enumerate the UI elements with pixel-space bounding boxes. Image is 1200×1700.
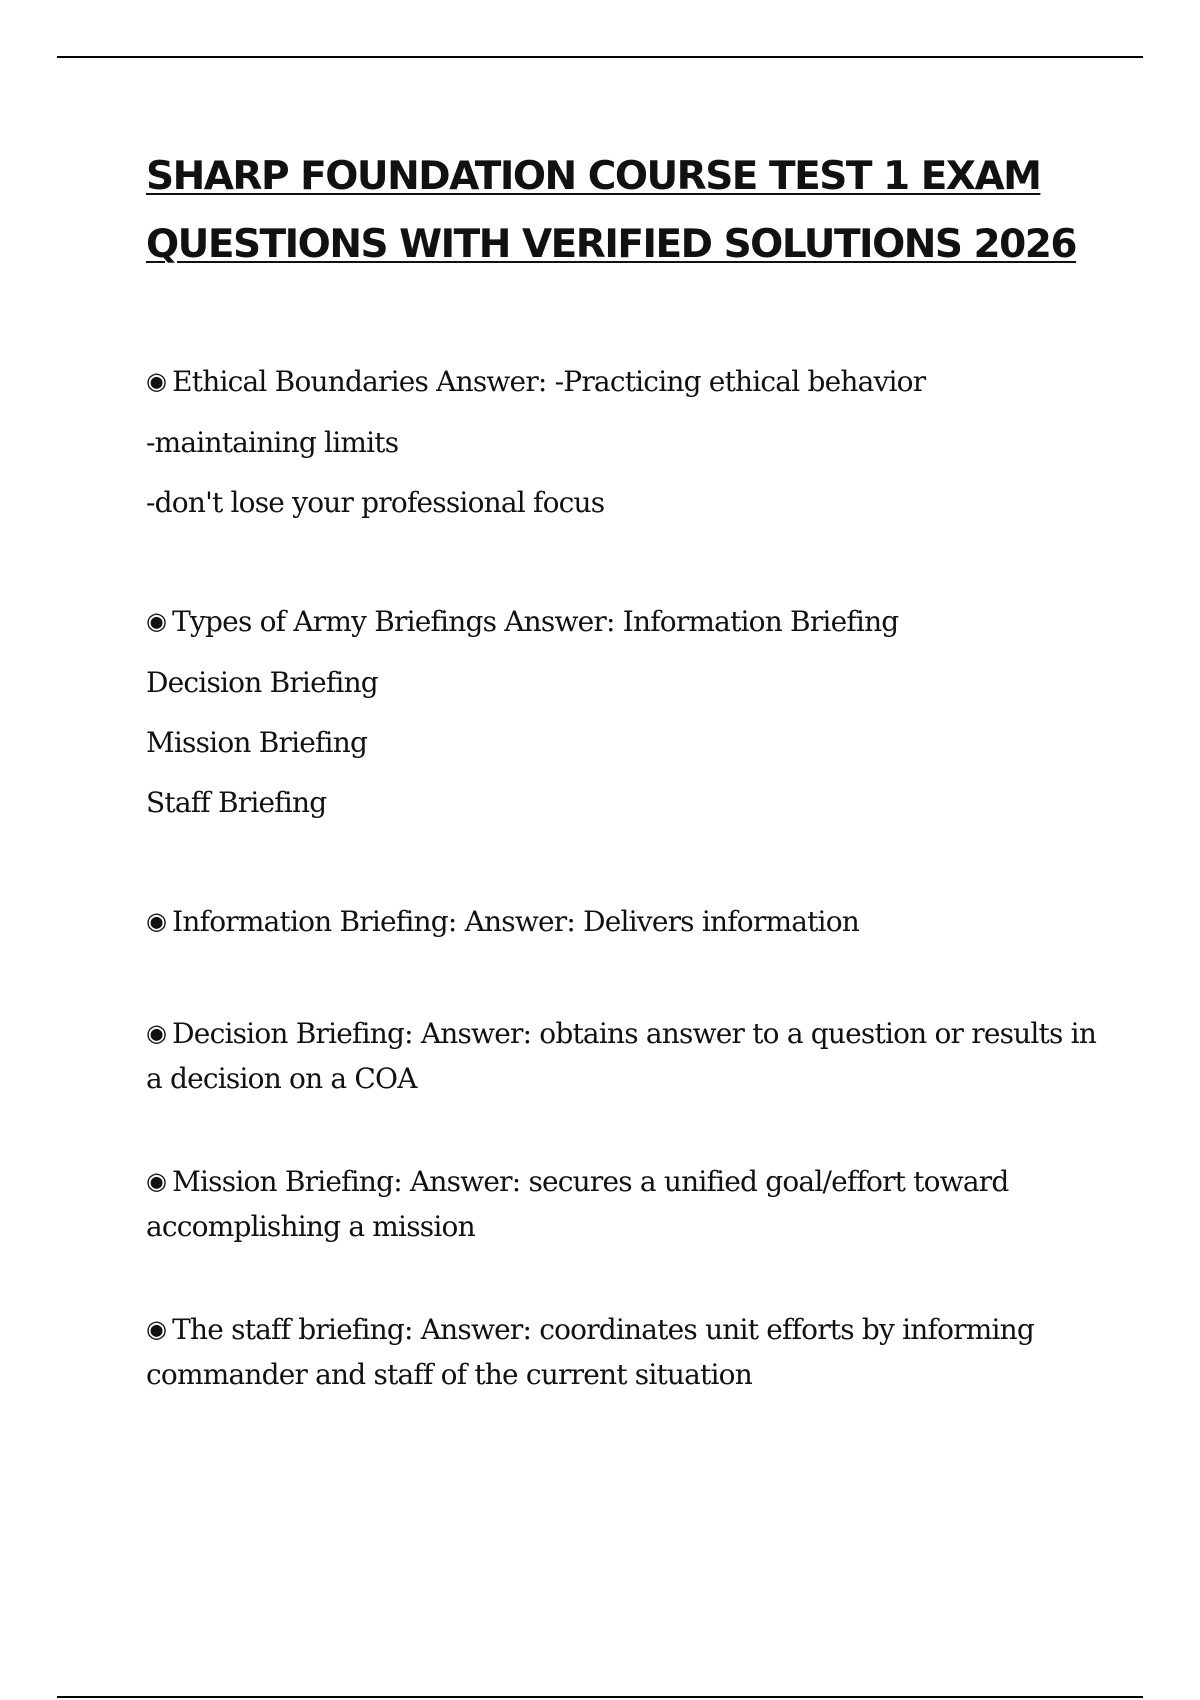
bullet-icon: ◉: [146, 367, 167, 395]
qa-text: Types of Army Briefings Answer: Information Briefing: [172, 605, 899, 638]
qa-text: The staff briefing: Answer: coordinates unit efforts by informing commander and staff of the current situation: [146, 1313, 1035, 1391]
qa-item-information-briefing: [146, 892, 1106, 953]
qa-text: -maintaining limits: [146, 426, 399, 459]
header-rule: [57, 56, 1143, 58]
qa-text: Ethical Boundaries Answer: -Practicing ethical behavior: [172, 365, 926, 398]
qa-item-staff-briefing: [146, 1308, 1106, 1397]
bullet-icon: ◉: [146, 1315, 167, 1343]
bullet-icon: ◉: [146, 607, 167, 635]
footer-rule: [57, 1696, 1143, 1698]
qa-list: [146, 352, 1106, 1397]
qa-text: Mission Briefing: [146, 726, 368, 759]
bullet-icon: ◉: [146, 1019, 167, 1047]
qa-text: Information Briefing: Answer: Delivers information: [172, 905, 859, 938]
qa-text: Mission Briefing: Answer: secures a unified goal/effort toward accomplishing a mission: [146, 1165, 1009, 1243]
document-title: SHARP FOUNDATION COURSE TEST 1 EXAM QUESTIONS WITH VERIFIED SOLUTIONS 2026: [146, 154, 1077, 267]
qa-item-decision-briefing: [146, 1012, 1106, 1101]
document-body: [146, 143, 1106, 1397]
qa-text: Staff Briefing: [146, 786, 327, 819]
qa-item-ethical-boundaries: [146, 352, 1106, 533]
bullet-icon: ◉: [146, 907, 167, 935]
bullet-icon: ◉: [146, 1167, 167, 1195]
qa-text: Decision Briefing: Answer: obtains answer to a question or results in a decision on a COA: [146, 1017, 1097, 1095]
qa-item-mission-briefing: [146, 1160, 1106, 1249]
qa-text: -don't lose your professional focus: [146, 486, 605, 519]
qa-item-types-of-army-briefings: [146, 592, 1106, 833]
qa-text: Decision Briefing: [146, 666, 378, 699]
